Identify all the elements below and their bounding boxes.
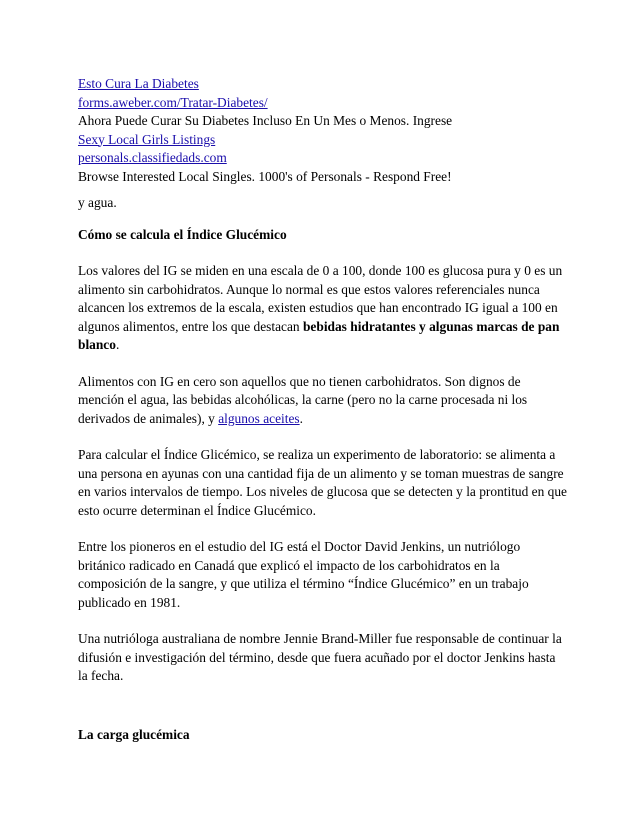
ad-url-link[interactable]: forms.aweber.com/Tratar-Diabetes/ [78,94,268,110]
paragraph: Una nutrióloga australiana de nombre Jennie Brand-Miller fue responsable de continuar la difusión e investigación del término, desde que fuera acuñado por el doctor Jenkins hasta la fecha. [78,631,562,683]
paragraph: Entre los pioneros en el estudio del IG está el Doctor David Jenkins, un nutriólogo británico radicado en Canadá que explicó el impacto de los carbohidratos en la composición de la sangre, y que utiliza el término “Índice Glucémico” en un trabajo publicado en 1981. [78,539,529,610]
ad-title-link[interactable]: Sexy Local Girls Listings [78,131,216,147]
ad-description: Browse Interested Local Singles. 1000's of Personals - Respond Free! [78,168,452,184]
section-heading: Cómo se calcula el Índice Glucémico [78,226,287,242]
ad-url-link[interactable]: personals.classifiedads.com [78,150,227,165]
paragraph-text: Los valores del IG se miden en una escala de 0 a 100, donde 100 es glucosa pura y 0 es un alimento sin carbohidratos. Aunque lo normal es que estos valores referenciales nunca alcancen los extremos de la escala, existen estudios que han encontrado IG igual a 100 en algunos alimentos, entre los que destacan [78,263,563,334]
ad-description: Ahora Puede Curar Su Diabetes Incluso En Un Mes o Menos. Ingrese [78,113,453,128]
ad-block-diabetes [78,75,568,131]
ad-title-link[interactable]: Esto Cura La Diabetes [78,76,199,91]
paragraph-end: . [115,337,120,352]
paragraph-end: . [299,410,303,426]
intro-text: y agua. [78,195,117,210]
paragraph-text: Alimentos con IG en cero son aquellos que no tienen carbohidratos. Son dignos de mención el agua, las bebidas alcohólicas, la carne (pero no la carne procesada ni los derivados de animales), y [78,373,528,426]
paragraph [78,373,568,429]
ad-block-personals [78,131,568,187]
paragraph: Para calcular el Índice Glicémico, se realiza un experimento de laboratorio: se alimenta a una persona en ayunas con una cantidad fija de un alimento y se toman muestras de sangre en varios intervalos de tiempo. Los niveles de glucosa que se detecten y la prontitud en que esto ocurre determinan el Índice Glucémico. [78,447,567,518]
paragraph [78,262,568,355]
inline-link[interactable]: algunos aceites [218,410,300,426]
section-heading: La carga glucémica [78,726,190,742]
document-body [78,75,568,744]
bold-text: bebidas hidratantes y algunas marcas de pan blanco [78,318,560,352]
